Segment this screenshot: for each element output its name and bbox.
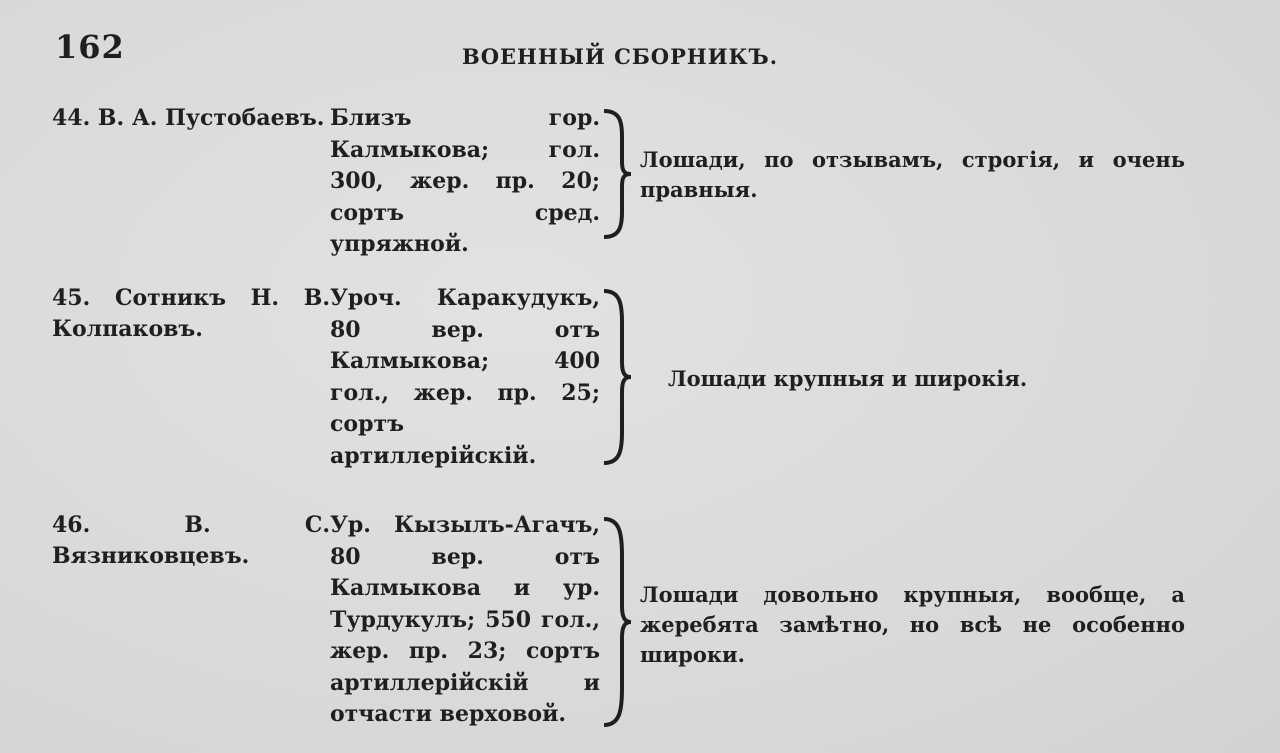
curly-brace-icon <box>598 516 634 728</box>
entry-location: Близъ гор. Калмыкова; гол. 300, жер. пр. 20; сортъ сред. упряжной. <box>330 105 600 257</box>
curly-brace-icon <box>598 288 634 466</box>
curly-brace-icon <box>598 108 634 240</box>
entry-remark: Лошади довольно крупныя, вообще, а жеребята замѣтно, но всѣ не особенно широки. <box>640 582 1185 667</box>
entry-owner-name: 45. Сотникъ Н. В. Колпаковъ. <box>52 285 330 342</box>
running-head: ВОЕННЫЙ СБОРНИКЪ. <box>462 44 779 69</box>
entry-location: Уроч. Каракудукъ, 80 вер. отъ Калмыкова; 400 гол., жер. пр. 25; сортъ артиллерійскій. <box>330 285 600 469</box>
page-number: 162 <box>55 28 125 66</box>
entry-location: Ур. Кызылъ-Агачъ, 80 вер. отъ Калмыкова и ур. Турдукулъ; 550 гол., жер. пр. 23; сортъ артиллерійскій и отчасти верховой. <box>330 512 600 727</box>
entry-remark: Лошади крупныя и широкія. <box>668 366 1028 391</box>
entry-owner-name: 46. В. С. Вязниковцевъ. <box>52 512 330 569</box>
entry-owner-name: 44. В. А. Пустобаевъ. <box>52 105 325 131</box>
entry-remark: Лошади, по отзывамъ, строгія, и очень правныя. <box>640 147 1185 202</box>
